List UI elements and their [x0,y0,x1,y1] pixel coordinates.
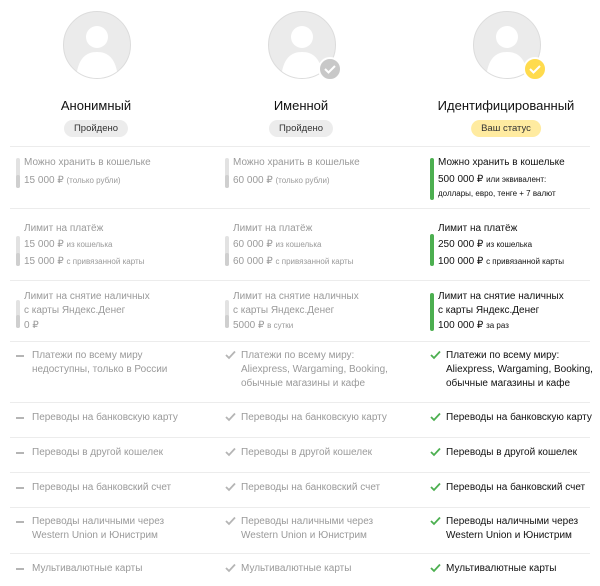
feature-text: Western Union и Юнистрим [32,530,158,541]
row-divider [10,280,590,281]
status-badge: Пройдено [269,120,333,137]
row-divider [10,553,590,554]
row-divider [10,437,590,438]
feature-text: недоступны, только в России [32,364,168,375]
limit-bar [16,236,20,266]
feature-text: обычные магазины и кафе [241,378,366,389]
feature-text: обычные магазины и кафе [446,378,571,389]
payment-note: из кошелька [486,240,533,249]
feature-text: Переводы наличными через [32,516,165,527]
payment-note: с привязанной карты [275,257,354,266]
payment-amount: 100 000 ₽ [438,256,484,267]
limit-bar [16,158,20,188]
dash-icon [16,568,24,570]
wallet-label: Можно хранить в кошельке [233,157,360,168]
feature-text: Переводы наличными через [241,516,374,527]
wallet-note: (только рубли) [275,176,330,185]
feature-text: Aliexpress, Wargaming, Booking, [241,364,388,375]
check-icon [430,516,441,526]
check-icon [225,447,236,457]
row-divider [10,402,590,403]
status-badge: Пройдено [64,120,128,137]
payment-label: Лимит на платёж [233,223,313,234]
cash-amount: 100 000 ₽ [438,320,484,331]
payment-amount: 60 000 ₽ [233,239,273,250]
payment-label: Лимит на платёж [24,223,104,234]
level-title: Именной [273,98,329,113]
cash-label: с карты Яндекс.Денег [24,305,126,316]
dash-icon [16,417,24,419]
feature-text: Переводы в другой кошелек [446,447,578,458]
limit-bar [430,293,434,331]
feature-text: Aliexpress, Wargaming, Booking, [446,364,593,375]
dash-icon [16,452,24,454]
feature-text: Мультивалютные карты [32,563,143,574]
level-column-named [215,0,405,140]
limit-bar [225,236,229,266]
feature-text: Переводы на банковский счет [32,482,172,493]
wallet-label: Можно хранить в кошельке [24,157,151,168]
row-divider [10,146,590,147]
feature-text: Переводы наличными через [446,516,579,527]
feature-text: Переводы в другой кошелек [241,447,373,458]
payment-amount: 250 000 ₽ [438,239,484,250]
cash-label: Лимит на снятие наличных [24,291,150,302]
check-icon [225,563,236,573]
feature-text: Платежи по всему миру: [241,350,355,361]
wallet-note: (только рубли) [66,176,121,185]
check-icon [225,350,236,360]
feature-text: Western Union и Юнистрим [446,530,572,541]
limit-bar [430,158,434,200]
payment-label: Лимит на платёж [438,223,518,234]
wallet-label: Можно хранить в кошельке [438,157,565,168]
feature-text: Western Union и Юнистрим [241,530,367,541]
dash-icon [16,487,24,489]
row-divider [10,507,590,508]
payment-note: с привязанной карты [66,257,145,266]
check-icon [225,516,236,526]
cash-label: с карты Яндекс.Денег [233,305,335,316]
limit-bar [225,158,229,188]
feature-text: Платежи по всему миру: [446,350,560,361]
limit-bar [225,300,229,328]
payment-note: с привязанной карты [486,257,564,266]
limit-bar [430,234,434,266]
feature-text: Переводы в другой кошелек [32,447,164,458]
wallet-extra: доллары, евро, тенге + 7 валют [438,189,556,198]
wallet-amount: 15 000 ₽ [24,175,64,186]
check-icon [430,350,441,360]
feature-text: Переводы на банковский счет [446,482,586,493]
cash-note: в сутки [267,321,294,330]
cash-label: Лимит на снятие наличных [438,291,564,302]
feature-text: Переводы на банковскую карту [446,412,592,423]
wallet-amount: 500 000 ₽ [438,174,484,185]
wallet-amount: 60 000 ₽ [233,175,273,186]
status-badge: Ваш статус [471,120,541,137]
payment-amount: 15 000 ₽ [24,239,64,250]
payment-note: из кошелька [66,240,113,249]
cash-label: с карты Яндекс.Денег [438,305,540,316]
feature-text: Мультивалютные карты [241,563,352,574]
cash-label: Лимит на снятие наличных [233,291,359,302]
level-column-identified [420,0,600,140]
check-icon [430,563,441,573]
level-column-anonymous [10,0,200,140]
row-divider [10,472,590,473]
feature-text: Мультивалютные карты [446,563,557,574]
feature-text: Платежи по всему миру [32,350,143,361]
check-icon [430,412,441,422]
feature-text: Переводы на банковскую карту [32,412,178,423]
feature-text: Переводы на банковскую карту [241,412,387,423]
limit-bar [16,300,20,328]
feature-text: Переводы на банковский счет [241,482,381,493]
dash-icon [16,355,24,357]
wallet-note: или эквивалент: [486,175,547,184]
payment-amount: 60 000 ₽ [233,256,273,267]
row-divider [10,208,590,209]
row-divider [10,341,590,342]
cash-amount: 5000 ₽ [233,320,265,331]
payment-amount: 15 000 ₽ [24,256,64,267]
check-icon [225,412,236,422]
cash-note: за раз [486,321,509,330]
payment-note: из кошелька [275,240,322,249]
dash-icon [16,521,24,523]
cash-amount: 0 ₽ [24,320,39,331]
level-title: Идентифицированный [437,98,575,113]
check-icon [430,482,441,492]
level-title: Анонимный [60,98,132,113]
check-icon [225,482,236,492]
check-icon [430,447,441,457]
